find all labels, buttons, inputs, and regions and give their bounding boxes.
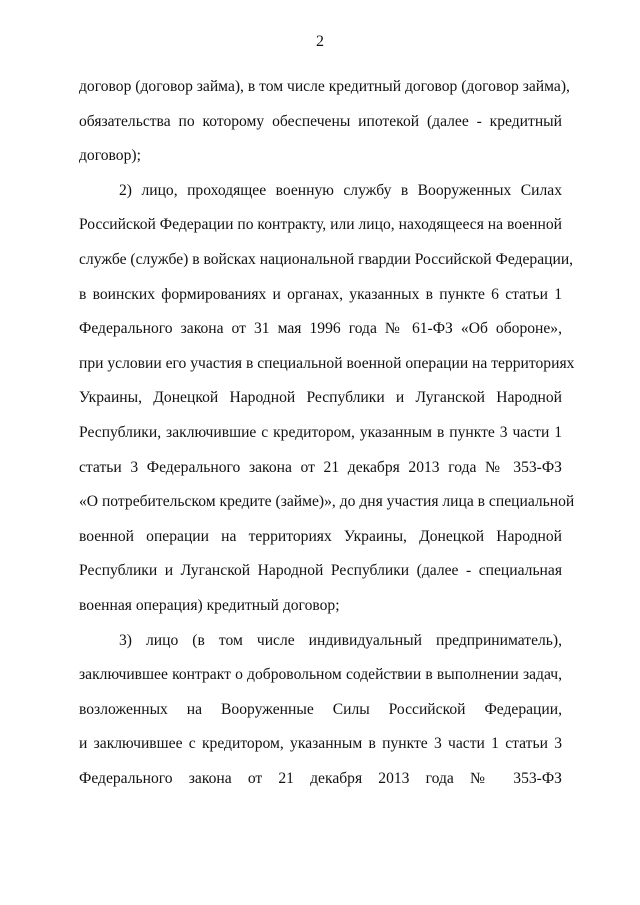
text-line: «О потребительском кредите (займе)», до дня участия лица в специальной	[79, 493, 575, 511]
text-line: и заключившее с кредитором, указанным в пункте 3 части 1 статьи 3	[79, 735, 562, 753]
text-line: договор);	[79, 147, 141, 165]
text-line: Украины, Донецкой Народной Республики и Луганской Народной	[79, 389, 562, 407]
text-line: Федерального закона от 31 мая 1996 года № 61-ФЗ «Об обороне»,	[79, 320, 562, 338]
text-line: статьи 3 Федерального закона от 21 декабря 2013 года № 353-ФЗ	[79, 458, 562, 476]
text-line: Федерального закона от 21 декабря 2013 года № 353-ФЗ	[79, 769, 562, 787]
text-line: Российской Федерации по контракту, или лицо, находящееся на военной	[79, 216, 562, 234]
paragraph-3-first-line: 3) лицо (в том числе индивидуальный предприниматель),	[119, 631, 562, 649]
page-number: 2	[316, 33, 324, 50]
text-line: Республики и Луганской Народной Республики (далее - специальная	[79, 562, 562, 580]
text-line: военная операция) кредитный договор;	[79, 596, 340, 614]
text-line: заключившее контракт о добровольном содействии в выполнении задач,	[79, 666, 562, 684]
paragraph-2-first-line: 2) лицо, проходящее военную службу в Вооруженных Силах	[119, 181, 562, 199]
text-line: возложенных на Вооруженные Силы Российской Федерации,	[79, 700, 562, 718]
body-text	[79, 70, 575, 796]
text-line: службе (службе) в войсках национальной гвардии Российской Федерации,	[79, 250, 574, 268]
text-line: Республики, заключившие с кредитором, указанным в пункте 3 части 1	[79, 423, 562, 441]
text-line: в воинских формированиях и органах, указанных в пункте 6 статьи 1	[79, 285, 562, 303]
text-line: договор (договор займа), в том числе кредитный договор (договор займа),	[79, 78, 570, 95]
text-line: военной операции на территориях Украины, Донецкой Народной	[79, 527, 562, 545]
text-line: обязательства по которому обеспечены ипотекой (далее - кредитный	[79, 112, 562, 130]
text-line: при условии его участия в специальной военной операции на территориях	[79, 354, 575, 372]
